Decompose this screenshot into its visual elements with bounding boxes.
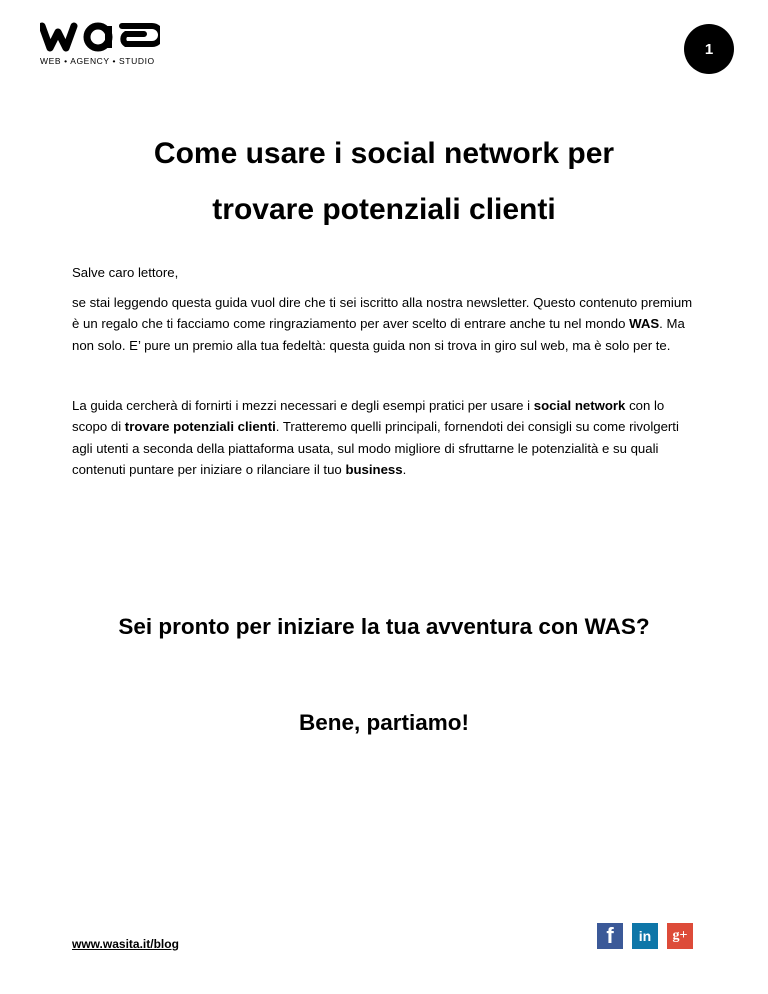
google-plus-icon[interactable]: g+ xyxy=(667,923,693,949)
intro-paragraph-2: La guida cercherà di fornirti i mezzi necessari e degli esempi pratici per usare i social network con lo scopo di trovare potenziali clienti. Tratteremo quelli principali, fornendoti dei consigli su come rivolgerti agli utenti a seconda della piattaforma usata, sul modo migliore di sfruttarne le potenzialità e su quali contenuti puntare per iniziare o rilanciare il tuo business. xyxy=(72,398,679,477)
facebook-icon[interactable]: f xyxy=(597,923,623,949)
greeting: Salve caro lettore, xyxy=(72,265,179,280)
bold-potential-clients: trovare potenziali clienti xyxy=(124,419,276,435)
page-title xyxy=(0,126,768,238)
intro-paragraph-1: se stai leggendo questa guida vuol dire che ti sei iscritto alla nostra newsletter. Questo contenuto premium è un regalo che ti facciamo come ringraziamento per aver scelto di entrare anche tu nel mondo WAS. Ma non solo. E’ pure un premio alla tua fedeltà: questa guida non si trova in giro sul web, ma è solo per te. xyxy=(72,295,693,353)
cta-start: Bene, partiamo! xyxy=(298,710,470,735)
brand-was: WAS xyxy=(629,316,660,332)
title-line-1: Come usare i social network per xyxy=(153,137,615,170)
page-number-badge: 1 xyxy=(684,24,734,74)
was-logo xyxy=(40,20,160,70)
logo-tagline: WEB • AGENCY • STUDIO xyxy=(40,56,155,66)
cta-question: Sei pronto per iniziare la tua avventura con WAS? xyxy=(118,614,650,639)
bold-social-network: social network xyxy=(533,398,626,413)
blog-link[interactable]: www.wasita.it/blog xyxy=(72,937,179,951)
linkedin-icon[interactable]: in xyxy=(632,923,658,949)
bold-business: business xyxy=(345,461,403,477)
title-line-2: trovare potenziali clienti xyxy=(212,193,556,226)
was-logo-mark xyxy=(40,20,160,54)
